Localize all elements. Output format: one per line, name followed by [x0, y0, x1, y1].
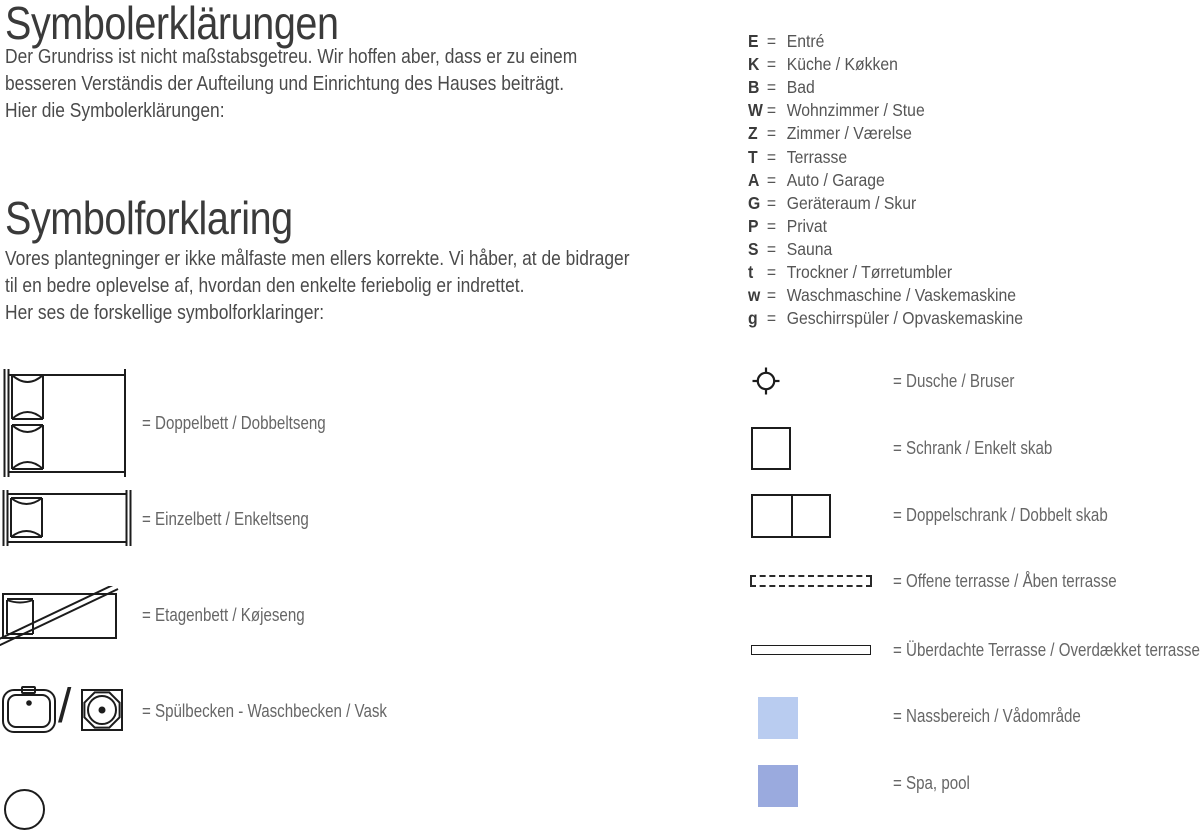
room-code-label: Geräteraum / Skur	[786, 192, 917, 213]
room-code-row	[748, 122, 1023, 145]
open-terrace-icon	[750, 575, 872, 587]
page-title-danish: Symbolforklaring	[5, 191, 293, 244]
room-code: w	[748, 285, 761, 306]
equals-sign: =	[766, 261, 777, 282]
double-bed-icon	[2, 368, 128, 478]
room-code-row	[748, 238, 1023, 261]
wardrobe-divider	[791, 496, 793, 536]
room-code-row	[748, 284, 1023, 307]
wet-area-swatch	[758, 697, 798, 739]
page-title-german: Symbolerklärungen	[5, 0, 339, 49]
room-code-row	[748, 215, 1023, 238]
double-bed-label: = Doppelbett / Dobbeltseng	[142, 413, 326, 433]
double-wardrobe-icon	[751, 494, 831, 538]
room-code-label: Trockner / Tørretumbler	[786, 261, 953, 282]
room-code-row	[748, 169, 1023, 192]
single-wardrobe-label: = Schrank / Enkelt skab	[893, 438, 1053, 458]
covered-terrace-label: = Überdachte Terrasse / Overdækket terrasse	[893, 640, 1200, 660]
intro-german-line-1: Der Grundriss ist nicht maßstabsgetreu. Wir hoffen aber, dass er zu einem	[5, 46, 578, 68]
equals-sign: =	[766, 192, 777, 213]
room-code-label: Terrasse	[786, 146, 848, 167]
room-code: B	[748, 77, 760, 98]
room-code-row	[748, 30, 1023, 53]
intro-danish	[5, 246, 629, 327]
room-code-row	[748, 53, 1023, 76]
room-code: E	[748, 31, 759, 52]
equals-sign: =	[766, 215, 777, 236]
equals-sign: =	[766, 54, 777, 75]
washbasin-icon	[81, 689, 123, 731]
covered-terrace-icon	[751, 645, 871, 655]
room-code-row	[748, 145, 1023, 168]
spa-pool-swatch	[758, 765, 798, 807]
shower-icon	[751, 366, 781, 396]
sink-washbasin-label: = Spülbecken - Waschbecken / Vask	[142, 701, 387, 721]
single-wardrobe-icon	[751, 427, 791, 470]
room-code: t	[748, 261, 754, 282]
intro-danish-line-3: Her ses de forskellige symbolforklaringer:	[5, 302, 325, 324]
room-code: G	[748, 192, 761, 213]
room-code-row	[748, 307, 1023, 330]
room-code-list	[748, 30, 1023, 330]
single-bed-label: = Einzelbett / Enkeltseng	[142, 509, 309, 529]
equals-sign: =	[766, 77, 777, 98]
bunk-bed-label: = Etagenbett / Køjeseng	[142, 605, 305, 625]
room-code-label: Zimmer / Værelse	[786, 123, 912, 144]
single-bed-icon	[2, 489, 132, 547]
room-code: Z	[748, 123, 758, 144]
shower-label: = Dusche / Bruser	[893, 371, 1015, 391]
double-wardrobe-label: = Doppelschrank / Dobbelt skab	[893, 505, 1108, 525]
equals-sign: =	[766, 31, 777, 52]
room-code-row	[748, 76, 1023, 99]
room-code-label: Wohnzimmer / Stue	[786, 100, 925, 121]
room-code: P	[748, 215, 759, 236]
equals-sign: =	[766, 100, 777, 121]
room-code: T	[748, 146, 758, 167]
room-code-label: Sauna	[786, 238, 833, 259]
room-code: A	[748, 169, 760, 190]
room-code-label: Bad	[786, 77, 815, 98]
room-code-label: Küche / Køkken	[786, 54, 898, 75]
room-code: W	[748, 100, 763, 121]
intro-german-line-3: Hier die Symbolerklärungen:	[5, 100, 225, 122]
bunk-bed-icon	[0, 586, 120, 646]
room-code-row	[748, 261, 1023, 284]
spa-pool-label: = Spa, pool	[893, 773, 970, 793]
room-code-row	[748, 99, 1023, 122]
room-code-label: Entré	[786, 31, 825, 52]
equals-sign: =	[766, 146, 777, 167]
equals-sign: =	[766, 123, 777, 144]
equals-sign: =	[766, 308, 777, 329]
room-code-label: Waschmaschine / Vaskemaskine	[786, 285, 1017, 306]
room-code: S	[748, 238, 759, 259]
round-fixture-icon	[4, 789, 45, 830]
equals-sign: =	[766, 238, 777, 259]
room-code-label: Geschirrspüler / Opvaskemaskine	[786, 308, 1024, 329]
room-code: g	[748, 308, 758, 329]
wet-area-label: = Nassbereich / Vådområde	[893, 706, 1081, 726]
open-terrace-label: = Offene terrasse / Åben terrasse	[893, 571, 1117, 591]
room-code-row	[748, 192, 1023, 215]
equals-sign: =	[766, 285, 777, 306]
equals-sign: =	[766, 169, 777, 190]
intro-german-line-2: besseren Verständis der Aufteilung und Einrichtung des Hauses beiträgt.	[5, 73, 565, 95]
intro-danish-line-2: til en bedre oplevelse af, hvordan den enkelte feriebolig er indrettet.	[5, 275, 525, 297]
kitchen-sink-icon	[2, 686, 56, 734]
room-code-label: Auto / Garage	[786, 169, 885, 190]
room-code-label: Privat	[786, 215, 827, 236]
slash-separator: /	[58, 680, 72, 733]
intro-german	[5, 44, 577, 125]
intro-danish-line-1: Vores plantegninger er ikke målfaste men ellers korrekte. Vi håber, at de bidrager	[5, 248, 630, 270]
room-code: K	[748, 54, 760, 75]
